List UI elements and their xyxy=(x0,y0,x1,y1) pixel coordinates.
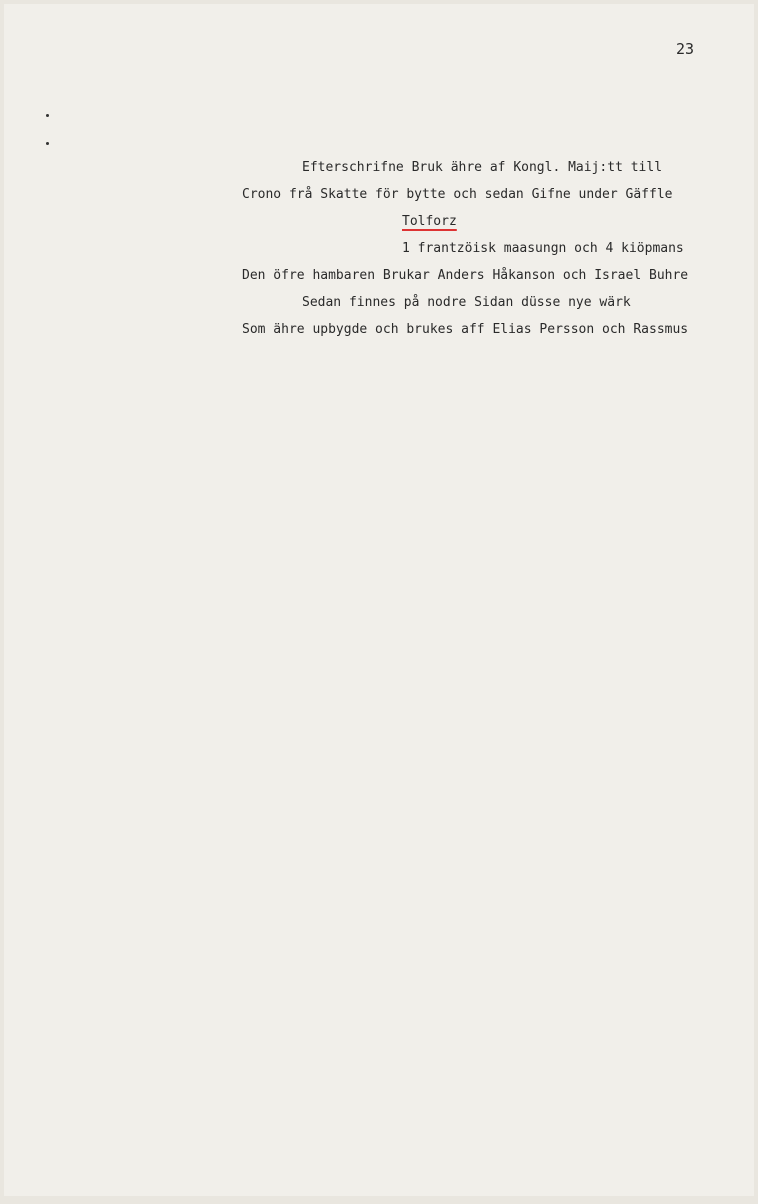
body-text xyxy=(242,154,742,343)
document-page xyxy=(4,4,754,1196)
margin-mark xyxy=(46,142,49,145)
text-line: Efterschrifne Bruk ähre af Kongl. Maij:tt till xyxy=(302,160,663,175)
text-line: Som ähre upbygde och brukes aff Elias Persson och Rassmus xyxy=(242,322,689,337)
text-line: Den öfre hambaren Brukar Anders Håkanson och Israel Buhre xyxy=(242,268,689,283)
text-line: Crono frå Skatte för bytte och sedan Gifne under Gäffle xyxy=(242,187,673,202)
text-line: Tolforz xyxy=(402,214,457,229)
margin-mark xyxy=(46,114,49,117)
page-number: 23 xyxy=(675,40,694,58)
text-line: Sedan finnes på nodre Sidan düsse nye wärk xyxy=(302,295,631,310)
text-line: 1 frantzöisk maasungn och 4 kiöpmans xyxy=(402,241,684,256)
